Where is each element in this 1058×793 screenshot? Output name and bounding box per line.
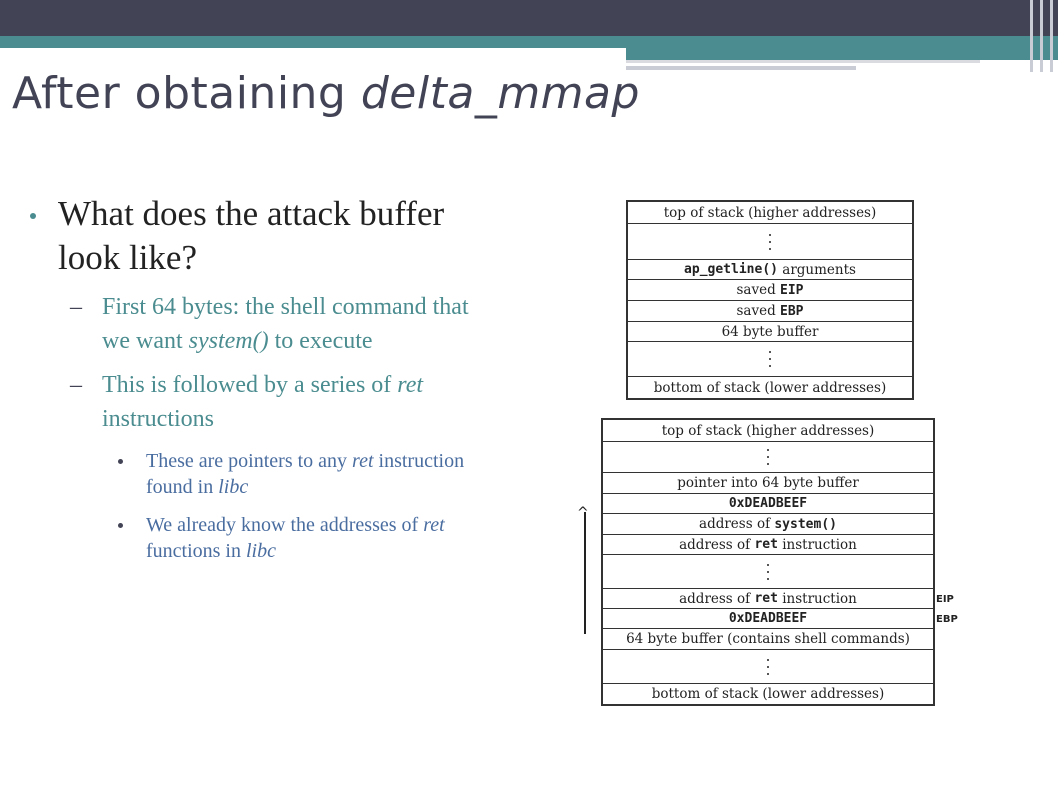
ellipsis-icon xyxy=(603,555,933,589)
header-line xyxy=(626,66,856,70)
stack-cell-system: address of system() xyxy=(603,514,933,535)
stack-cell-top: top of stack (higher addresses) xyxy=(603,420,933,442)
eip-label: EIP xyxy=(936,594,954,605)
ellipsis-icon xyxy=(603,442,933,473)
header-bar xyxy=(0,0,1058,36)
ellipsis-icon xyxy=(628,342,912,377)
bullet-subsub: We already know the addresses of ret functions in libc xyxy=(30,512,486,564)
bullet-list xyxy=(30,192,500,564)
bullet-sub: – First 64 bytes: the shell command that we want system() to execute xyxy=(30,290,472,358)
ebp-label: EBP xyxy=(936,614,958,625)
ellipsis-icon xyxy=(603,650,933,684)
stack-cell-args: ap_getline() arguments xyxy=(628,260,912,280)
header-accent-bar-right xyxy=(626,48,1058,60)
slide-title: After obtaining delta_mmap xyxy=(12,68,640,119)
stack-cell-ret: address of ret instruction xyxy=(603,589,933,609)
stack-cell-buffer: 64 byte buffer (contains shell commands) xyxy=(603,629,933,650)
up-arrow-icon xyxy=(584,512,586,634)
header-stripe xyxy=(1030,0,1033,72)
bullet-dot-icon xyxy=(118,459,123,464)
bullet-dot-icon xyxy=(30,213,36,219)
dash-icon: – xyxy=(70,294,82,320)
stack-diagram-original xyxy=(626,200,914,400)
bullet-dot-icon xyxy=(118,523,123,528)
stack-cell-buffer: 64 byte buffer xyxy=(628,322,912,342)
bullet-sub: – This is followed by a series of ret instructions xyxy=(30,368,472,436)
header-line xyxy=(626,60,980,63)
stack-cell-deadbeef: 0xDEADBEEF xyxy=(603,494,933,514)
stack-cell-bottom: bottom of stack (lower addresses) xyxy=(651,686,885,702)
bullet-subsub: These are pointers to any ret instruction found in libc xyxy=(30,448,486,500)
arrow-head-icon: ^ xyxy=(577,505,589,521)
header-accent-bar xyxy=(0,36,1058,48)
header-stripe xyxy=(1050,0,1053,72)
header-stripe xyxy=(1040,0,1043,72)
bullet-main: What does the attack buffer look like? xyxy=(30,192,500,280)
dash-icon: – xyxy=(70,372,82,398)
stack-diagram-attack xyxy=(601,418,935,706)
stack-cell-bottom: bottom of stack (lower addresses) xyxy=(653,379,887,396)
stack-cell-saved-ebp: saved EBP xyxy=(628,301,912,322)
ellipsis-icon xyxy=(628,224,912,260)
stack-cell-pointer: pointer into 64 byte buffer xyxy=(603,473,933,494)
stack-cell-saved-eip: saved EIP xyxy=(628,280,912,301)
stack-cell-top: top of stack (higher addresses) xyxy=(628,202,912,224)
stack-cell-ret: address of ret instruction xyxy=(603,535,933,555)
stack-cell-deadbeef: 0xDEADBEEF xyxy=(603,609,933,629)
